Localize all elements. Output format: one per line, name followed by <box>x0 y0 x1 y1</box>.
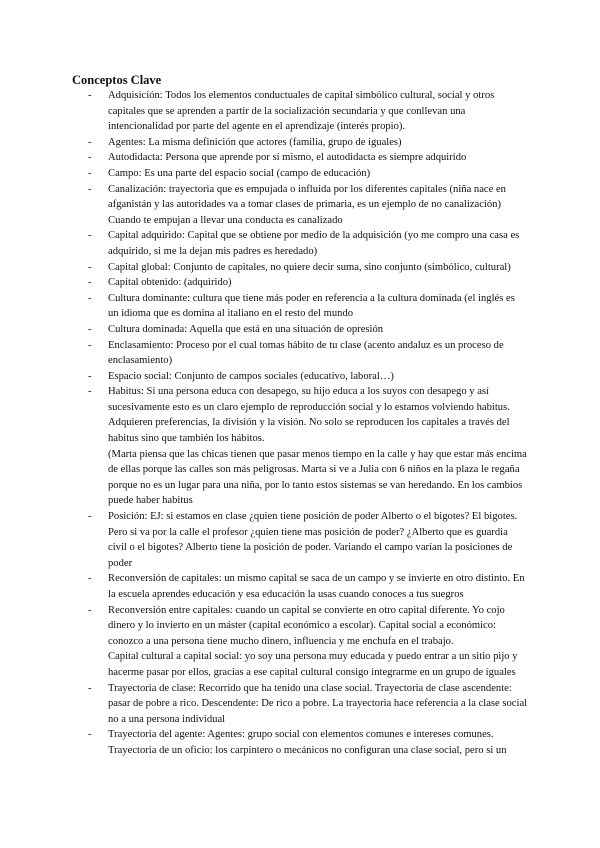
bullet-dash: - <box>88 323 92 335</box>
list-item <box>88 727 528 758</box>
list-item <box>88 681 528 728</box>
list-item <box>88 571 528 602</box>
list-item-text: Capital adquirido: Capital que se obtiene por medio de la adquisición (yo me compro una casa es adquirido, si me la dejan mis padres es heredado) <box>108 230 520 257</box>
bullet-dash: - <box>88 167 92 179</box>
list-item-text: Cultura dominada: Aquella que está en una situación de opresión <box>108 323 384 335</box>
bullet-dash: - <box>88 573 92 585</box>
document-title: Conceptos Clave <box>72 73 162 87</box>
bullet-dash: - <box>88 682 92 694</box>
list-item <box>88 182 528 229</box>
list-item-text: Espacio social: Conjunto de campos sociales (educativo, laboral…) <box>108 370 394 382</box>
list-item <box>88 384 528 509</box>
list-item-text: Adquisición: Todos los elementos conductuales de capital simbólico cultural, social y otros capitales que se aprenden a partir de la socialización secundaria y que conllevan una intencionalidad por parte del agente en el aprendizaje (interés propio). <box>108 90 495 133</box>
list-item-text: Reconversión entre capitales: cuando un capital se convierte en otro capital diferente. Yo cojo dinero y lo invierto en un máster (capital económico a escolar). Capital social a económico: conozco a una persona tiene mucho dinero, influencia y me enchufa en el trabajo. <box>108 604 505 647</box>
bullet-dash: - <box>88 90 92 101</box>
list-item <box>88 275 528 291</box>
bullet-dash: - <box>88 230 92 242</box>
list-item-text: Reconversión de capitales: un mismo capital se saca de un campo y se invierte en otro distinto. En la escuela aprendes educación y esa educación la usas cuando conoces a tus suegros <box>108 573 525 600</box>
list-item-text: Enclasamiento: Proceso por el cual tomas hábito de tu clase (acento andaluz es un proceso de enclasamiento) <box>108 339 504 367</box>
list-item <box>88 260 528 276</box>
list-item-text: Trayectoria del agente: Agentes: grupo social con elementos comunes e intereses comunes. Trayectoria de un oficio: los carpintero o mecánicos no configuran una clase social, pero si un <box>108 729 507 756</box>
list-item <box>88 166 528 182</box>
bullet-dash: - <box>88 604 92 616</box>
list-item-text: Campo: Es una parte del espacio social (campo de educación) <box>108 167 371 179</box>
list-item <box>88 509 528 571</box>
list-item <box>88 88 528 135</box>
list-item-text: Agentes: La misma definición que actores (familia, grupo de iguales) <box>108 136 402 148</box>
list-item-text: Trayectoria de clase: Recorrido que ha tenido una clase social. Trayectoria de clase ascendente: pasar de pobre a rico. Descendente: De rico a pobre. La trayectoria hace referencia a la clase social no a una persona individual <box>108 682 528 725</box>
list-item-extra-text: Capital cultural a capital social: yo soy una persona muy educada y puedo entrar a un sitio pijo y hacerme pasar por ellos, gracias a ese capital cultural consigo integrarme en un grupo de iguales <box>108 651 518 678</box>
list-item-text: Cultura dominante: cultura que tiene más poder en referencia a la cultura dominada (el inglés es un idioma que es domina al italiano en el resto del mundo <box>108 292 515 320</box>
list-item <box>88 291 528 322</box>
list-item-text: Capital global: Conjunto de capitales, no quiere decir suma, sino conjunto (simbólico, cultural) <box>108 261 511 273</box>
bullet-dash: - <box>88 152 92 164</box>
list-item <box>88 322 528 338</box>
list-item-text: Canalización: trayectoria que es empujada o influida por los diferentes capitales (niña nace en afganistán y las autoridades va a tomar clases de primaria, es un ejemplo de no canalización) Cuando te empujan a llevar una conducta es canalizado <box>108 183 506 226</box>
list-item-text: Capital obtenido: (adquirido) <box>108 277 232 289</box>
list-item <box>88 135 528 151</box>
list-item-text: Habitus: Si una persona educa con desapego, su hijo educa a los suyos con desapego y así sucesivamente esto es un claro ejemplo de reproducción social y lo estamos volviendo habitus. Adquieren preferencias, la división y la visión. No solo se reproducen los capitales a través del habitus sino que también los hábitos. <box>108 386 510 445</box>
list-item-text: Posición: EJ: si estamos en clase ¿quien tiene posición de poder Alberto o el bigotes? El bigotes. Pero si va por la calle el profesor ¿quien tiene mas posición de poder? ¿Alberto que es guardia civil o el bigotes? Alberto tiene la posición de poder. Variando el campo varían la posiciones de poder <box>108 511 518 569</box>
bullet-dash: - <box>88 136 92 148</box>
bullet-dash: - <box>88 370 92 382</box>
bullet-dash: - <box>88 339 92 351</box>
bullet-dash: - <box>88 386 92 398</box>
bullet-dash: - <box>88 261 92 273</box>
bullet-dash: - <box>88 511 92 523</box>
bullet-dash: - <box>88 277 92 289</box>
list-item <box>88 228 528 259</box>
list-item <box>88 603 528 681</box>
bullet-dash: - <box>88 292 92 304</box>
bullet-dash: - <box>88 729 92 741</box>
concept-list <box>88 88 528 759</box>
list-item-text: Autodidacta: Persona que aprende por sí mismo, el autodidacta es siempre adquirido <box>108 152 467 164</box>
list-item <box>88 338 528 369</box>
list-item <box>88 150 528 166</box>
bullet-dash: - <box>88 183 92 195</box>
list-item-extra-text: (Marta piensa que las chicas tienen que pasar menos tiempo en la calle y hay que estar más encima de ellas porque las calles son más peligrosas. Marta si ve a Julia con 6 niños en la plaza le regaña porque no es un lugar para una niña, por lo tanto estos sistemas se van heredando. En los cambios puede haber habitus <box>108 448 527 507</box>
list-item <box>88 369 528 385</box>
